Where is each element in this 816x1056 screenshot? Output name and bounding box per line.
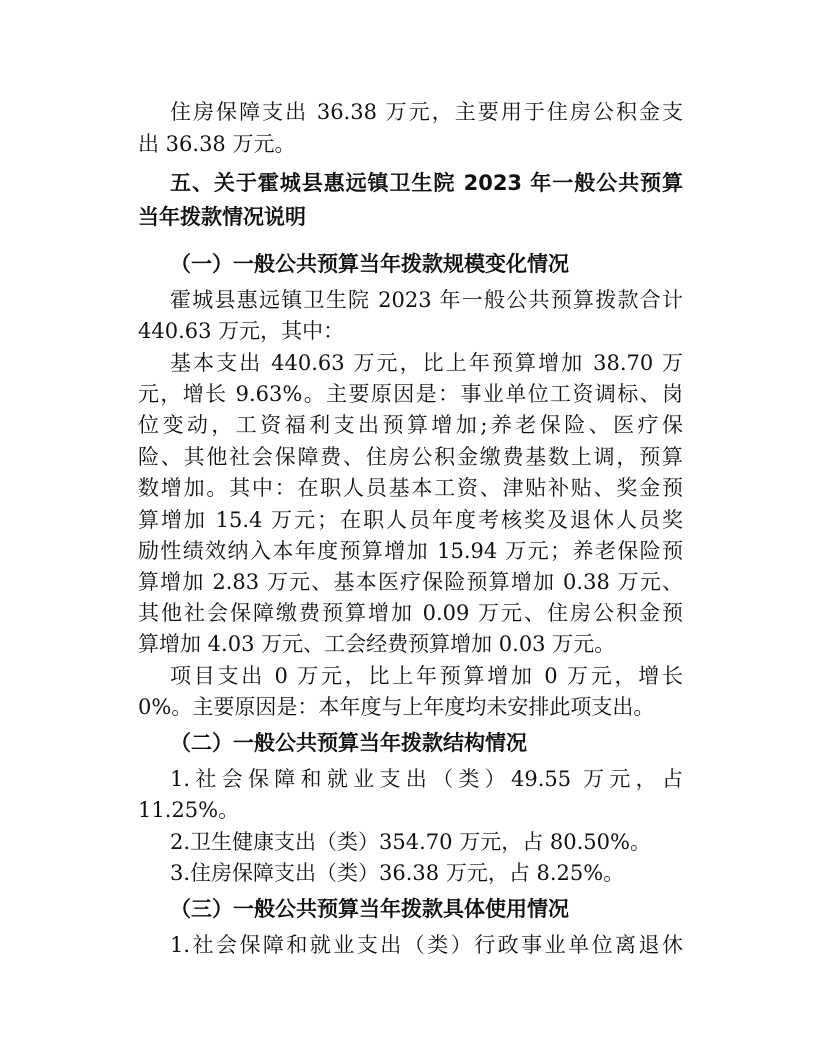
subsection-heading: （三）一般公共预算当年拨款具体使用情况 [170, 897, 569, 921]
text-line: 基本支出 440.63 万元，比上年预算增加 38.70 万 [170, 351, 683, 375]
text-line: 算增加 2.83 万元、基本医疗保险预算增加 0.38 万元、 [138, 570, 683, 594]
subsection-heading: （二）一般公共预算当年拨款结构情况 [170, 731, 527, 755]
text-line: 位变动，工资福利支出预算增加;养老保险、医疗保 [138, 413, 683, 437]
text-line: 出 36.38 万元。 [138, 132, 296, 156]
section-heading: 当年拨款情况说明 [138, 205, 306, 229]
text-line: 项目支出 0 万元，比上年预算增加 0 万元，增长 [170, 664, 683, 688]
subsection-heading: （一）一般公共预算当年拨款规模变化情况 [170, 252, 569, 276]
text-line: 0%。主要原因是：本年度与上年度均未安排此项支出。 [138, 695, 655, 719]
text-line: 励性绩效纳入本年度预算增加 15.94 万元；养老保险预 [138, 539, 683, 563]
section-heading: 五、关于霍城县惠远镇卫生院 2023 年一般公共预算 [170, 171, 683, 195]
text-line: 元，增长 9.63%。主要原因是：事业单位工资调标、岗 [138, 382, 683, 406]
text-line: 440.63 万元，其中： [138, 319, 345, 343]
text-line: 霍城县惠远镇卫生院 2023 年一般公共预算拨款合计 [170, 288, 683, 312]
text-line: 数增加。其中：在职人员基本工资、津贴补贴、奖金预 [138, 476, 683, 500]
list-item: 2.卫生健康支出（类）354.70 万元，占 80.50%。 [170, 830, 651, 854]
list-item: 3.住房保障支出（类）36.38 万元，占 8.25%。 [170, 861, 625, 885]
text-line: 算增加 4.03 万元、工会经费预算增加 0.03 万元。 [138, 632, 616, 656]
text-line: 住房保障支出 36.38 万元，主要用于住房公积金支 [170, 100, 683, 124]
list-item: 11.25%。 [138, 798, 240, 822]
text-line: 险、其他社会保障费、住房公积金缴费基数上调，预算 [138, 445, 683, 469]
text-line: 其他社会保障缴费预算增加 0.09 万元、住房公积金预 [138, 601, 683, 625]
text-line: 1.社会保障和就业支出（类）行政事业单位离退休 [170, 933, 683, 957]
list-item: 1.社会保障和就业支出（类）49.55 万元，占 [170, 767, 683, 791]
text-line: 算增加 15.4 万元；在职人员年度考核奖及退休人员奖 [138, 508, 683, 532]
